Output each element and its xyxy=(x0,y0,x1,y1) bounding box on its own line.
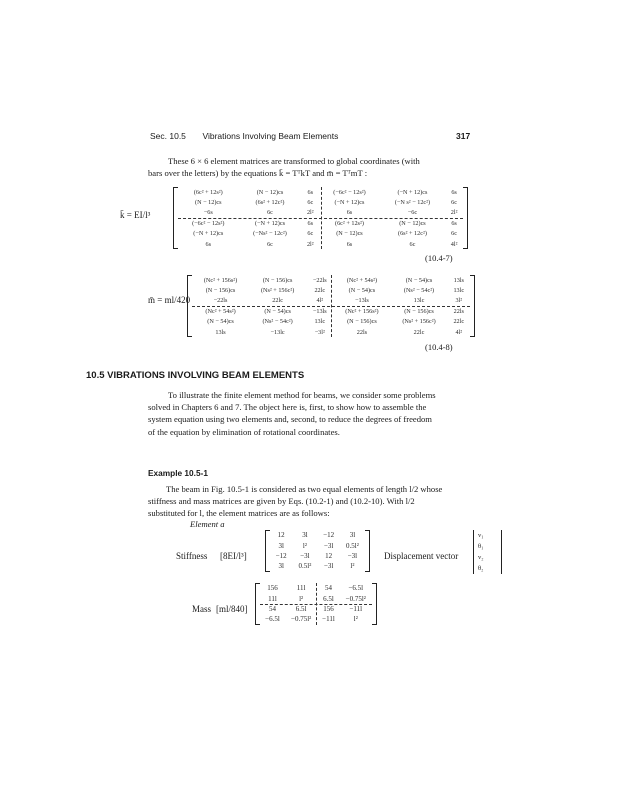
paragraph-line: To illustrate the finite element method for beams, we consider some problems xyxy=(168,390,436,400)
vector-entry: θ₂ xyxy=(478,565,484,572)
paragraph-line: solved in Chapters 6 and 7. The object here is, first, to show how to assemble the xyxy=(148,402,427,413)
matrix-cell: (N − 12)cs xyxy=(399,219,426,227)
matrix-cell: 54 xyxy=(324,584,332,593)
matrix-cell: −13lc xyxy=(270,328,285,336)
partition-line xyxy=(178,218,463,219)
matrix-cell: −22ls xyxy=(312,276,327,284)
matrix-cell: (N − 54)cs xyxy=(405,276,433,284)
equation-number: (10.4-7) xyxy=(425,253,453,263)
matrix-cell: (−N + 12)cs xyxy=(193,230,224,238)
matrix-cell: 4l² xyxy=(450,240,458,248)
matrix-cell: 6c xyxy=(451,199,457,207)
matrix-cell: 22lc xyxy=(413,328,425,336)
partition-line xyxy=(260,604,372,605)
section-paragraph xyxy=(148,389,468,438)
matrix-row xyxy=(270,530,365,540)
matrix-cell: 6.5l xyxy=(295,604,307,613)
matrix-cell: (N − 12)cs xyxy=(195,199,222,207)
matrix-cell: 156 xyxy=(267,584,278,593)
matrix-cell: 6c xyxy=(307,230,314,238)
matrix-cell: (Ns² + 156c²) xyxy=(402,318,436,326)
matrix-cell: −0.75l² xyxy=(291,615,312,624)
matrix-cell: l² xyxy=(350,562,355,571)
matrix-cell: (Ns² − 54c²) xyxy=(403,287,435,295)
matrix-cell: 13lc xyxy=(413,297,425,305)
example-heading: Example 10.5-1 xyxy=(148,468,208,478)
left-bracket xyxy=(265,530,270,572)
matrix-cell: (6s² + 12c²) xyxy=(398,230,427,238)
element-mass-matrix xyxy=(260,583,372,625)
matrix-cell: 4l² xyxy=(455,328,463,336)
matrix-cell: 54 xyxy=(268,604,276,613)
paragraph-line: stiffness and mass matrices are given by Eqs. (10.2-1) and (10.2-10). With l/2 xyxy=(148,496,415,507)
matrix-cell: 4l² xyxy=(316,297,324,305)
matrix-cell: −0.75l² xyxy=(345,594,366,603)
matrix-cell: 12 xyxy=(277,531,285,540)
paragraph-line: substituted for l, the element matrices are as follows: xyxy=(148,508,330,519)
matrix-cell: 0.5l² xyxy=(346,541,359,550)
matrix-cell: −22ls xyxy=(213,297,228,305)
matrix-cell: 6c xyxy=(267,240,273,248)
matrix-cell: (6c² + 12s²) xyxy=(335,219,364,227)
matrix-cell: −13ls xyxy=(312,307,327,315)
vector-brace xyxy=(473,530,474,574)
matrix-cell: (−N + 12)cs xyxy=(334,199,365,207)
displacement-label: Displacement vector xyxy=(384,551,459,561)
matrix-cell: 11l xyxy=(268,594,277,603)
matrix-cell: 12 xyxy=(325,551,333,560)
matrix-cell: (Nc² + 156s²) xyxy=(203,276,238,284)
right-bracket xyxy=(463,187,468,249)
section-heading: 10.5 VIBRATIONS INVOLVING BEAM ELEMENTS xyxy=(86,370,305,381)
matrix-cell: 2l² xyxy=(306,240,314,248)
matrix-cell: −3l xyxy=(347,551,358,560)
matrix-cell: 6s xyxy=(205,240,212,248)
matrix-cell: 13ls xyxy=(215,328,226,336)
matrix-cell: −3l xyxy=(323,562,334,571)
partition-line xyxy=(192,306,470,307)
matrix-cell: (−6c² − 12s²) xyxy=(333,188,366,196)
vector-brace xyxy=(501,530,502,574)
matrix-cell: (N − 54)cs xyxy=(207,318,234,326)
matrix-cell: 3l xyxy=(349,531,356,540)
matrix-cell: 22ls xyxy=(453,307,464,315)
page-number: 317 xyxy=(456,131,471,141)
matrix-cell: (Ns² + 156c²) xyxy=(260,287,295,295)
matrix-cell: (N − 54)cs xyxy=(264,307,291,315)
matrix-cell: (Nc² + 156s²) xyxy=(345,307,379,315)
matrix-cell: 3l² xyxy=(455,297,463,305)
right-bracket xyxy=(470,275,475,337)
matrix-cell: (N − 12)cs xyxy=(336,230,363,238)
global-mass-matrix xyxy=(192,275,470,337)
matrix-cell: −6s xyxy=(203,209,213,217)
matrix-cell: 156 xyxy=(323,604,334,613)
matrix-cell: (N − 54)cs xyxy=(348,287,376,295)
matrix-cell: −3l xyxy=(323,541,334,550)
matrix-cell: 6s xyxy=(346,209,353,217)
matrix-cell: (Ns² − 54c²) xyxy=(262,318,293,326)
matrix-cell: (−Ns² − 12c²) xyxy=(253,230,287,238)
matrix-cell: −6c xyxy=(407,209,418,217)
element-label: Element a xyxy=(190,519,225,529)
matrix-row xyxy=(270,540,365,550)
right-bracket xyxy=(365,530,370,572)
matrix-cell: (N − 156)cs xyxy=(347,318,377,326)
matrix-cell: 22lc xyxy=(272,297,283,305)
matrix-cell: 6s xyxy=(346,240,353,248)
matrix-cell: −12 xyxy=(275,551,287,560)
running-header xyxy=(150,131,338,141)
stiffness-lhs: k̄ = EI/l³ xyxy=(120,210,151,220)
matrix-cell: (Nc² + 54s²) xyxy=(346,276,378,284)
matrix-cell: l² xyxy=(353,615,358,624)
header-title: Vibrations Involving Beam Elements xyxy=(202,131,339,141)
intro-line-1: These 6 × 6 element matrices are transformed to global coordinates (with xyxy=(168,156,420,166)
matrix-cell: (6s² + 12c²) xyxy=(255,199,285,207)
global-stiffness-matrix xyxy=(178,187,463,249)
example-paragraph xyxy=(148,483,468,520)
matrix-cell: −6.5l xyxy=(265,615,280,624)
matrix-cell: 6s xyxy=(307,219,314,227)
matrix-cell: 3l xyxy=(278,562,284,571)
vector-entry: θ₁ xyxy=(478,543,484,550)
matrix-cell: 0.5l² xyxy=(298,562,312,571)
matrix-cell: −13ls xyxy=(355,297,369,305)
mass-label: Mass xyxy=(192,604,212,614)
matrix-row xyxy=(270,551,365,561)
matrix-cell: 6s xyxy=(451,188,457,196)
matrix-cell: 2l² xyxy=(450,209,458,217)
matrix-cell: (N − 156)cs xyxy=(262,276,293,284)
matrix-cell: (−N s² − 12c²) xyxy=(394,199,431,207)
matrix-cell: l² xyxy=(302,541,307,550)
matrix-cell: 13lc xyxy=(314,318,326,326)
matrix-cell: 6c xyxy=(409,240,416,248)
paragraph-line: The beam in Fig. 10.5-1 is considered as two equal elements of length l/2 whose xyxy=(166,484,443,494)
mass-lhs: m̄ = ml/420 xyxy=(148,295,191,305)
matrix-cell: 3l xyxy=(302,531,308,540)
matrix-cell: −11l xyxy=(322,615,335,624)
right-bracket xyxy=(372,583,377,625)
matrix-cell: −12 xyxy=(323,531,335,540)
intro-line-2: bars over the letters) by the equations k̄ = TᵀkT and m̄ = TᵀmT : xyxy=(148,168,368,178)
matrix-cell: 6c xyxy=(267,209,273,217)
matrix-cell: (N − 156)cs xyxy=(205,287,236,295)
displacement-vector xyxy=(478,530,484,574)
matrix-cell: (−N + 12)cs xyxy=(397,188,428,196)
paragraph-line: of the equation by elimination of rotational coordinates. xyxy=(148,426,340,437)
matrix-cell: (Nc² + 54s²) xyxy=(205,307,236,315)
paragraph-line: system equation using two elements and, second, to reduce the degrees of freedom xyxy=(148,414,432,425)
matrix-cell: −6.5l xyxy=(348,584,364,593)
matrix-cell: 6s xyxy=(451,219,457,227)
matrix-cell: 13lc xyxy=(453,287,465,295)
matrix-cell: 22lc xyxy=(314,287,326,295)
matrix-cell: 6c xyxy=(307,199,314,207)
header-section: Sec. 10.5 xyxy=(150,131,186,141)
matrix-cell: l² xyxy=(299,594,304,603)
equation-number: (10.4-8) xyxy=(425,342,453,352)
matrix-cell: −11l xyxy=(349,604,363,613)
matrix-cell: (6c² + 12s²) xyxy=(193,188,223,196)
element-stiffness-matrix xyxy=(270,530,365,572)
matrix-cell: 22ls xyxy=(356,328,368,336)
matrix-cell: −3l xyxy=(300,551,310,560)
mass-factor: [ml/840] xyxy=(216,604,248,614)
matrix-cell: 22lc xyxy=(453,318,465,326)
stiffness-label: Stiffness xyxy=(176,551,208,561)
matrix-cell: (N − 12)cs xyxy=(256,188,284,196)
matrix-cell: −3l² xyxy=(314,328,325,336)
matrix-cell: 11l xyxy=(296,584,306,593)
matrix-cell: 13ls xyxy=(453,276,464,284)
stiffness-factor: [8EI/l³] xyxy=(220,551,247,561)
matrix-row xyxy=(270,561,365,571)
matrix-cell: 6.5l xyxy=(323,594,334,603)
vector-entry: v₁ xyxy=(478,532,484,539)
matrix-cell: (−6c² − 12s²) xyxy=(192,219,225,227)
matrix-cell: 3l xyxy=(278,541,284,550)
matrix-cell: (N − 156)cs xyxy=(404,307,434,315)
matrix-cell: 2l² xyxy=(306,209,314,217)
matrix-cell: 6c xyxy=(451,230,457,238)
vector-entry: v₂ xyxy=(478,554,484,561)
matrix-cell: (−N + 12)cs xyxy=(254,219,285,227)
matrix-cell: 6s xyxy=(307,188,314,196)
